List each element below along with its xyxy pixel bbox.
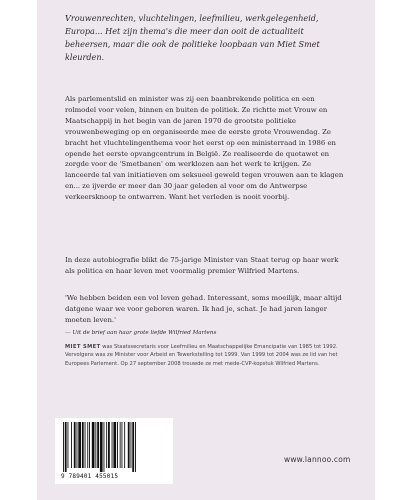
quote-block — [65, 293, 345, 339]
publisher-url[interactable]: www.lannoo.com — [284, 455, 351, 464]
body-paragraph-1: Als parlementslid en minister was zij een baanbrekende politica en een rolmodel voor velen, binnen en buiten de politiek. Ze richtte met Vrouw en Maatschappij in het begin van de jaren 1970 de grootste politieke vrouwenbeweging op en organiseerde mee de eerste grote Vrouwendag. Ze bracht het vluchtelingenthema voor het eerst op een ministerraad in 1986 en opende het eerste opvangcentrum in België. Ze realiseerde de quotawet en zorgde voor de 'Smetbanen' om werklozen aan het werk te krijgen. Ze lanceerde tal van initiatieven om seksueel geweld tegen vrouwen aan te klagen en... ze ijverde er meer dan 30 jaar geleden al voor om de Antwerpse verkeersknoop te ontwarren. Want het verleden is nooit voorbij. — [65, 95, 344, 202]
isbn-number: 9 789401 455015 — [61, 473, 119, 480]
author-name: MIET SMET — [65, 344, 101, 350]
barcode-bars — [61, 422, 165, 472]
body-paragraph-2: In deze autobiografie blikt de 75-jarige Minister van Staat terug op haar werk als politica en haar leven met voormalig premier Wilfried Martens. — [65, 256, 339, 275]
isbn-barcode — [55, 418, 173, 484]
back-cover — [37, 0, 375, 500]
quote-source: — Uit de brief aan haar grote liefde Wilfried Martens — [65, 329, 217, 336]
author-bio-text: was Staatssecretaris voor Leefmilieu en Maatschappelijke Emancipatie van 1985 tot 1992. Vervolgens was ze Minister voor Arbeid en Tewerkstelling tot 1999. Van 1999 tot 2004 was ze lid van het Europees Parlement. Op 27 september 2008 trouwde ze met mede-CVP-kopstuk Wilfried Martens. — [65, 344, 338, 367]
quote-text: 'We hebben beiden een vol leven gehad. Interessant, soms moeilijk, maar altijd datgene waar we voor geboren waren. Ik had je, schat. Je had jaren langer moeten leven.' — [65, 294, 342, 324]
intro-text: Vrouwenrechten, vluchtelingen, leefmilieu, werkgelegenheid, Europa... Het zijn thema's die meer dan ooit de actualiteit beheersen, maar die ook de politieke loopbaan van Miet Smet kleurden. — [65, 13, 320, 62]
author-bio — [65, 343, 345, 368]
